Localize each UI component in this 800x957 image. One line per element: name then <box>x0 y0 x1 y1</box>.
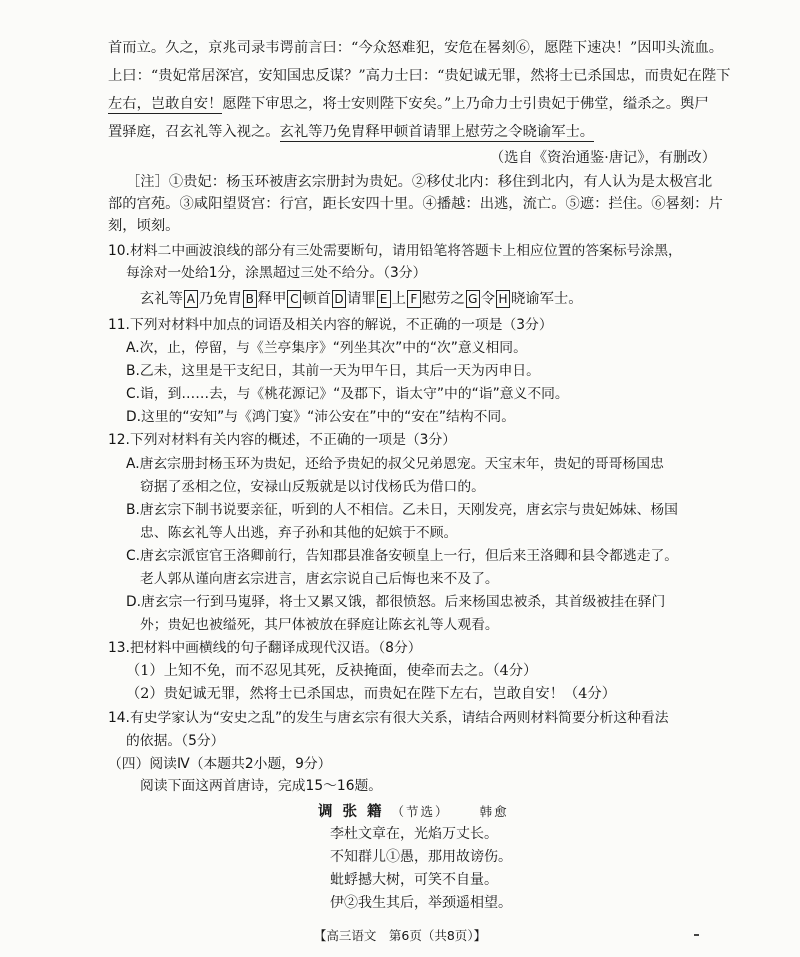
underlined-sentence-2-end: 左右，岂敢自安！ <box>108 96 223 112</box>
poem-title-text: 调张籍 <box>318 804 392 820</box>
section-4-intro: 阅读下面这两首唐诗，完成15～16题。 <box>140 778 383 794</box>
break-marker-b[interactable]: B <box>243 290 257 308</box>
q10-breaks <box>140 289 583 309</box>
q13-item-2: （2）贵妃诚无罪，然将士已杀国忠，而贵妃在陛下左右，岂敢自安！（4分） <box>126 686 616 702</box>
passage-source: （选自《资治通鉴·唐记》，有删改） <box>489 150 716 166</box>
q11-option-a[interactable]: A.次，止，停留，与《兰亭集序》“列坐其次”中的“次”意义相同。 <box>126 340 527 356</box>
q10-line-2: 每涂对一处给1分，涂黑超过三处不给分。（3分） <box>126 265 427 281</box>
q14-line-2: 的依据。（5分） <box>126 733 225 749</box>
poem-line-1: 李杜文章在，光焰万丈长。 <box>330 826 498 842</box>
q11-stem: 11.下列对材料中加点的词语及相关内容的解说，不正确的一项是（3分） <box>108 317 553 333</box>
break-marker-h[interactable]: H <box>496 290 510 308</box>
segment-1: 玄礼等 <box>140 291 183 307</box>
passage-line-3-rest: 愿陛下审思之，将士安则陛下安矣。”上乃命力士引贵妃于佛堂，缢杀之。舆尸 <box>222 96 709 112</box>
break-marker-g[interactable]: G <box>466 290 480 308</box>
segment-3: 释甲 <box>257 291 287 307</box>
q11-option-c[interactable]: C.诣，到……去，与《桃花源记》“及郡下，诣太守”中的“诣”意义不同。 <box>126 386 569 402</box>
poem-title <box>318 800 509 821</box>
q12-option-a[interactable]: A.唐玄宗册封杨玉环为贵妃，还给予贵妃的叔父兄弟恩宠。天宝末年，贵妃的哥哥杨国忠 <box>126 456 664 472</box>
q10-line-1: 10.材料二中画波浪线的部分有三处需要断句，请用铅笔将答题卡上相应位置的答案标号涂黑， <box>108 243 682 259</box>
poem-subtitle: （节选） <box>391 804 450 819</box>
q12-option-c-cont: 老人郭从谨向唐玄宗进言，唐玄宗说自己后悔也来不及了。 <box>140 571 499 587</box>
segment-4: 顿首 <box>302 291 331 307</box>
segment-7: 慰劳之 <box>421 291 465 307</box>
corner-mark <box>694 934 699 936</box>
segment-5: 请罪 <box>346 291 376 307</box>
q12-option-d[interactable]: D.唐玄宗一行到马嵬驿，将士又累又饿，都很愤怒。后来杨国忠被杀，其首级被挂在驿门 <box>126 594 666 610</box>
q14-line-1: 14.有史学家认为“安史之乱”的发生与唐玄宗有很大关系，请结合两则材料简要分析这种看法 <box>108 710 669 726</box>
passage-line-1: 首而立。久之，京兆司录韦谔前言曰：“今众怒难犯，安危在晷刻⑥，愿陛下速决！”因叩头流血。 <box>108 40 724 56</box>
segment-9: 晓谕军士。 <box>511 291 583 307</box>
segment-2: 乃免胄 <box>198 291 242 307</box>
q11-option-d[interactable]: D.这里的“安知”与《鸿门宴》“沛公安在”中的“安在”结构不同。 <box>126 409 516 425</box>
passage-line-4-start: 置驿庭，召玄礼等入视之。 <box>108 124 280 140</box>
wavy-line-sentence: 玄礼等乃免胄释甲顿首请罪上慰劳之令晓谕军士。 <box>279 124 595 140</box>
poem-line-4: 伊②我生其后，举颈遥相望。 <box>330 895 512 911</box>
note-line-1: ［注］①贵妃：杨玉环被唐玄宗册封为贵妃。②移仗北内：移住到北内，有人认为是太极宫北 <box>126 174 713 190</box>
poem-author: 韩愈 <box>479 804 509 819</box>
break-marker-a[interactable]: A <box>184 290 198 308</box>
q12-option-c[interactable]: C.唐玄宗派宦官王洛卿前行，告知郡县准备安顿皇上一行，但后来王洛卿和县令都逃走了。 <box>126 548 679 564</box>
passage-line-3 <box>108 94 709 114</box>
segment-6: 上 <box>391 291 406 307</box>
q12-stem: 12.下列对材料有关内容的概述，不正确的一项是（3分） <box>108 432 457 448</box>
break-marker-d[interactable]: D <box>332 290 346 308</box>
note-line-3: 刻，顷刻。 <box>108 218 180 234</box>
q11-option-b[interactable]: B.乙未，这里是干支纪日，其前一天为甲午日，其后一天为丙申日。 <box>126 363 540 379</box>
passage-line-2: 上曰：“贵妃常居深宫，安知国忠反谋？”高力士曰：“贵妃诚无罪，然将士已杀国忠，而贵妃在陛下 <box>108 68 731 84</box>
q12-option-b[interactable]: B.唐玄宗下制书说要亲征，听到的人不相信。乙未日，天刚发亮，唐玄宗与贵妃姊妹、杨国 <box>126 502 678 518</box>
note-line-2: 部的宫苑。③咸阳望贤宫：行宫，距长安四十里。④播越：出逃，流亡。⑤遮：拦住。⑥晷刻：片 <box>108 196 723 212</box>
q12-option-a-cont: 窃据了丞相之位，安禄山反叛就是以讨伐杨氏为借口的。 <box>140 479 485 495</box>
page-footer: 【高三语文 第6页（共8页）】 <box>313 928 487 943</box>
break-marker-f[interactable]: F <box>407 290 421 308</box>
q12-option-d-cont: 外；贵妃也被缢死，其尸体被放在驿庭让陈玄礼等人观看。 <box>140 617 499 633</box>
q12-option-b-cont: 忠、陈玄礼等人出逃，弃子孙和其他的妃嫔于不顾。 <box>140 525 458 541</box>
section-4-heading: （四）阅读Ⅳ（本题共2小题，9分） <box>108 756 332 772</box>
break-marker-c[interactable]: C <box>287 290 301 308</box>
segment-8: 令 <box>480 291 496 307</box>
poem-line-3: 蚍蜉撼大树，可笑不自量。 <box>330 872 498 888</box>
poem-line-2: 不知群儿①愚，那用故谤伤。 <box>330 849 512 865</box>
passage-line-4 <box>108 122 594 142</box>
break-marker-e[interactable]: E <box>377 290 391 308</box>
q13-item-1: （1）上知不免，而不忍见其死，反袂掩面，使牵而去之。（4分） <box>126 663 538 679</box>
q13-stem: 13.把材料中画横线的句子翻译成现代汉语。（8分） <box>108 640 422 656</box>
